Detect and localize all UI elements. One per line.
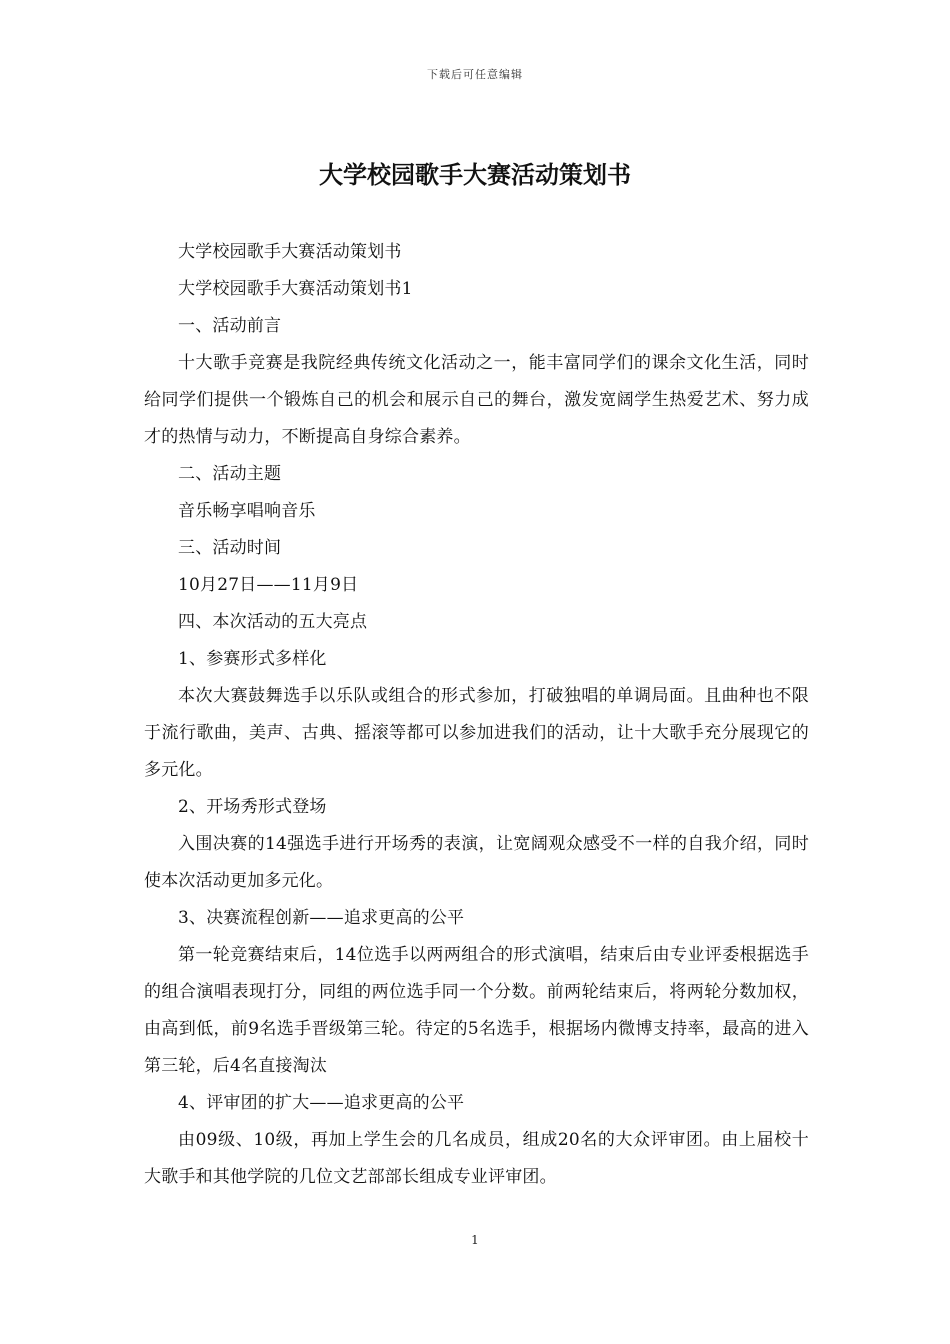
subsection-heading: 1、参赛形式多样化 (178, 649, 327, 669)
paragraph: 10月27日——11月9日 (178, 575, 359, 595)
paragraph: 大学校园歌手大赛活动策划书1 (178, 279, 413, 299)
paragraph: 由09级、10级，再加上学生会的几名成员，组成20名的大众评审团。由上届校十大歌手和其他学院的几位文艺部部长组成专业评审团。 (144, 1130, 809, 1187)
subsection-heading: 2、开场秀形式登场 (178, 797, 327, 817)
paragraph: 大学校园歌手大赛活动策划书 (178, 242, 402, 262)
section-heading: 二、活动主题 (178, 464, 282, 484)
section-heading: 四、本次活动的五大亮点 (178, 612, 368, 632)
paragraph: 十大歌手竞赛是我院经典传统文化活动之一，能丰富同学们的课余文化生活，同时给同学们提供一个锻炼自己的机会和展示自己的舞台，激发宽阔学生热爱艺术、努力成才的热情与动力，不断提高自身综合素养。 (144, 353, 809, 447)
header-note: 下载后可任意编辑 (427, 68, 523, 81)
paragraph: 入围决赛的14强选手进行开场秀的表演，让宽阔观众感受不一样的自我介绍，同时使本次活动更加多元化。 (144, 834, 809, 891)
document-body (144, 234, 809, 1196)
subsection-heading: 3、决赛流程创新——追求更高的公平 (178, 908, 465, 928)
subsection-heading: 4、评审团的扩大——追求更高的公平 (178, 1093, 465, 1113)
paragraph: 第一轮竞赛结束后，14位选手以两两组合的形式演唱，结束后由专业评委根据选手的组合演唱表现打分，同组的两位选手同一个分数。前两轮结束后，将两轮分数加权，由高到低，前9名选手晋级第三轮。待定的5名选手，根据场内微博支持率，最高的进入第三轮，后4名直接淘汰 (144, 945, 809, 1076)
document-title: 大学校园歌手大赛活动策划书 (319, 160, 631, 189)
paragraph: 音乐畅享唱响音乐 (178, 501, 316, 521)
section-heading: 一、活动前言 (178, 316, 282, 336)
page-number: 1 (471, 1233, 479, 1247)
section-heading: 三、活动时间 (178, 538, 282, 558)
paragraph: 本次大赛鼓舞选手以乐队或组合的形式参加，打破独唱的单调局面。且曲种也不限于流行歌曲，美声、古典、摇滚等都可以参加进我们的活动，让十大歌手充分展现它的多元化。 (144, 686, 809, 780)
